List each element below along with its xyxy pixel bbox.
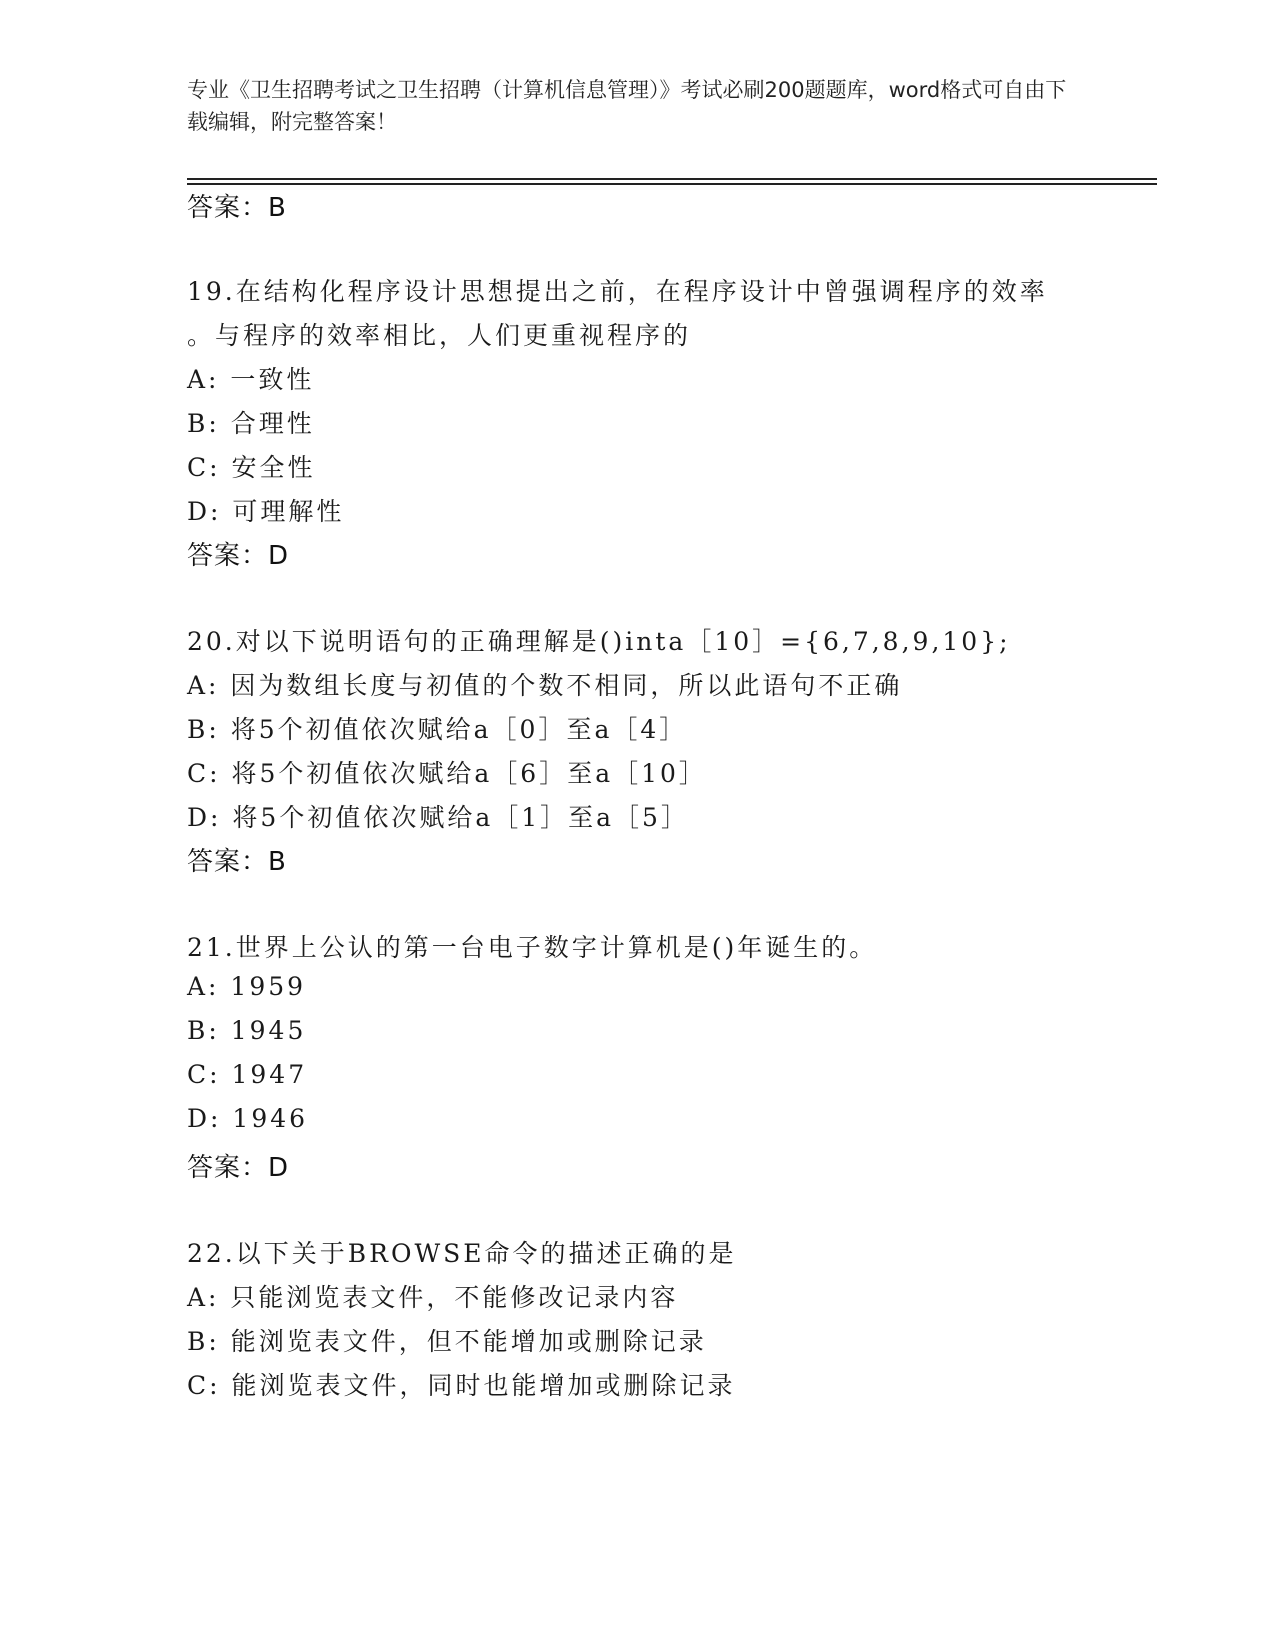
- question-20-answer: 答案：B: [187, 847, 287, 877]
- question-19-option-a: A: 一致性: [187, 365, 315, 394]
- question-19-text-line-2: 。与程序的效率相比，人们更重视程序的: [187, 321, 692, 350]
- question-21-option-c: C: 1947: [187, 1060, 308, 1089]
- question-22-option-c: C: 能浏览表文件，同时也能增加或删除记录: [187, 1371, 736, 1400]
- question-19-option-c: C: 安全性: [187, 453, 316, 482]
- question-22-text: 22.以下关于BROWSE命令的描述正确的是: [187, 1239, 737, 1268]
- header-rule-bottom: [187, 183, 1157, 185]
- question-19-option-b: B: 合理性: [187, 409, 315, 438]
- previous-answer: 答案：B: [187, 193, 287, 223]
- question-21-answer: 答案：D: [187, 1153, 290, 1183]
- question-20-option-d: D: 将5个初值依次赋给a［1］至a［5］: [187, 803, 689, 832]
- question-22-option-b: B: 能浏览表文件，但不能增加或删除记录: [187, 1327, 707, 1356]
- question-21-option-b: B: 1945: [187, 1016, 307, 1045]
- question-22-option-a: A: 只能浏览表文件，不能修改记录内容: [187, 1283, 679, 1312]
- question-19-option-d: D: 可理解性: [187, 497, 345, 526]
- question-20-option-c: C: 将5个初值依次赋给a［6］至a［10］: [187, 759, 707, 788]
- question-20-option-b: B: 将5个初值依次赋给a［0］至a［4］: [187, 715, 688, 744]
- question-21-option-a: A: 1959: [187, 972, 307, 1001]
- question-21-option-d: D: 1946: [187, 1104, 309, 1133]
- question-21-text: 21.世界上公认的第一台电子数字计算机是()年诞生的。: [187, 933, 878, 962]
- header-rule-top: [187, 178, 1157, 180]
- question-19-text-line-1: 19.在结构化程序设计思想提出之前，在程序设计中曾强调程序的效率: [187, 277, 1048, 306]
- question-20-option-a: A: 因为数组长度与初值的个数不相同，所以此语句不正确: [187, 671, 903, 700]
- question-19-answer: 答案：D: [187, 541, 290, 571]
- question-20-text: 20.对以下说明语句的正确理解是()inta［10］={6,7,8,9,10};: [187, 627, 1011, 656]
- page-header: 专业《卫生招聘考试之卫生招聘（计算机信息管理）》考试必刷200题题库，word格式可自由下载编辑，附完整答案！: [187, 78, 1067, 134]
